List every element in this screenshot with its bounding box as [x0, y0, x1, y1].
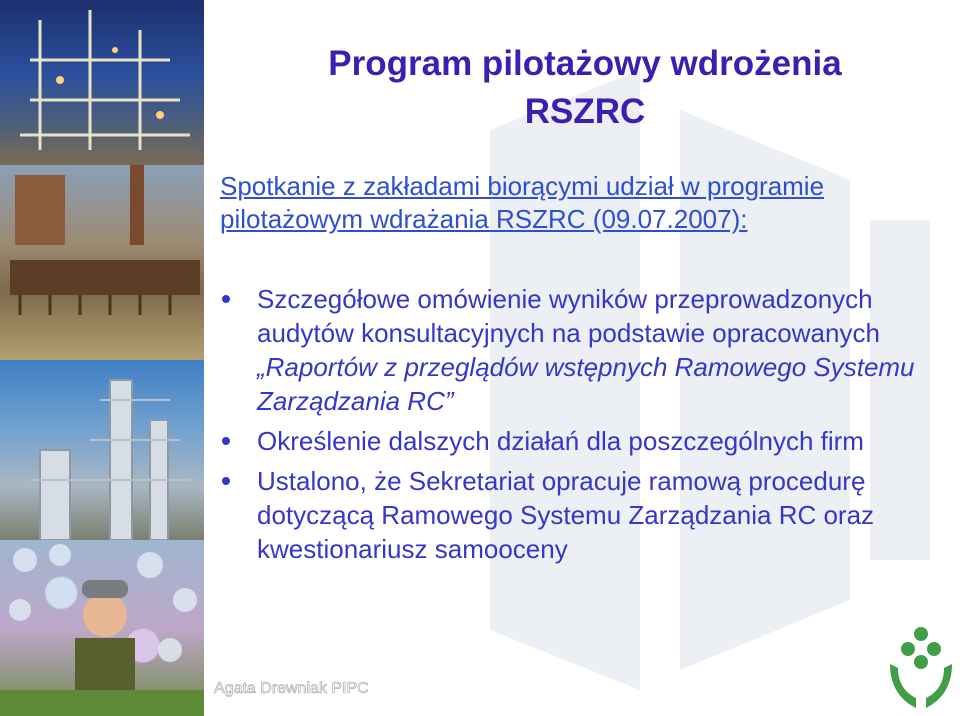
- child-recycled-bottles-photo: [0, 540, 204, 716]
- title-line-2: RSZRC: [524, 92, 646, 131]
- left-photo-strip: [0, 0, 204, 716]
- refinery-towers-photo: [0, 360, 204, 540]
- meeting-subtitle: Spotkanie z zakładami biorącymi udział w programie pilotażowym wdrażania RSZRC (09.07.2007):: [220, 171, 825, 234]
- bullet-item: [212, 424, 947, 458]
- bullet-text: Ustalono, że Sekretariat opracuje ramową procedurę dotyczącą Ramowego Systemu Zarządzania RC oraz kwestionariusz samooceny: [257, 466, 875, 564]
- slide-title: [220, 40, 950, 136]
- author-footer: Agata Drewniak PIPC: [214, 680, 369, 697]
- bullet-item: [212, 282, 947, 418]
- bullet-text: Szczegółowe omówienie wyników przeprowadzonych audytów konsultacyjnych na podstawie opracowanych: [257, 284, 880, 348]
- title-line-1: Program pilotażowy wdrożenia: [328, 44, 842, 83]
- hands-people-green-logo: [886, 624, 956, 712]
- bullet-text-italic: „Raportów z przeglądów wstępnych Ramowego Systemu Zarządzania RC”: [257, 352, 915, 416]
- bullet-icon: [222, 295, 230, 303]
- bullet-list: [212, 282, 947, 572]
- deer-herd-industrial-photo: [0, 165, 204, 360]
- bullet-icon: [222, 437, 230, 445]
- bullet-item: [212, 464, 947, 566]
- chemical-plant-night-photo: [0, 0, 204, 165]
- bullet-icon: [222, 477, 230, 485]
- bullet-text: Określenie dalszych działań dla poszczególnych firm: [257, 426, 864, 456]
